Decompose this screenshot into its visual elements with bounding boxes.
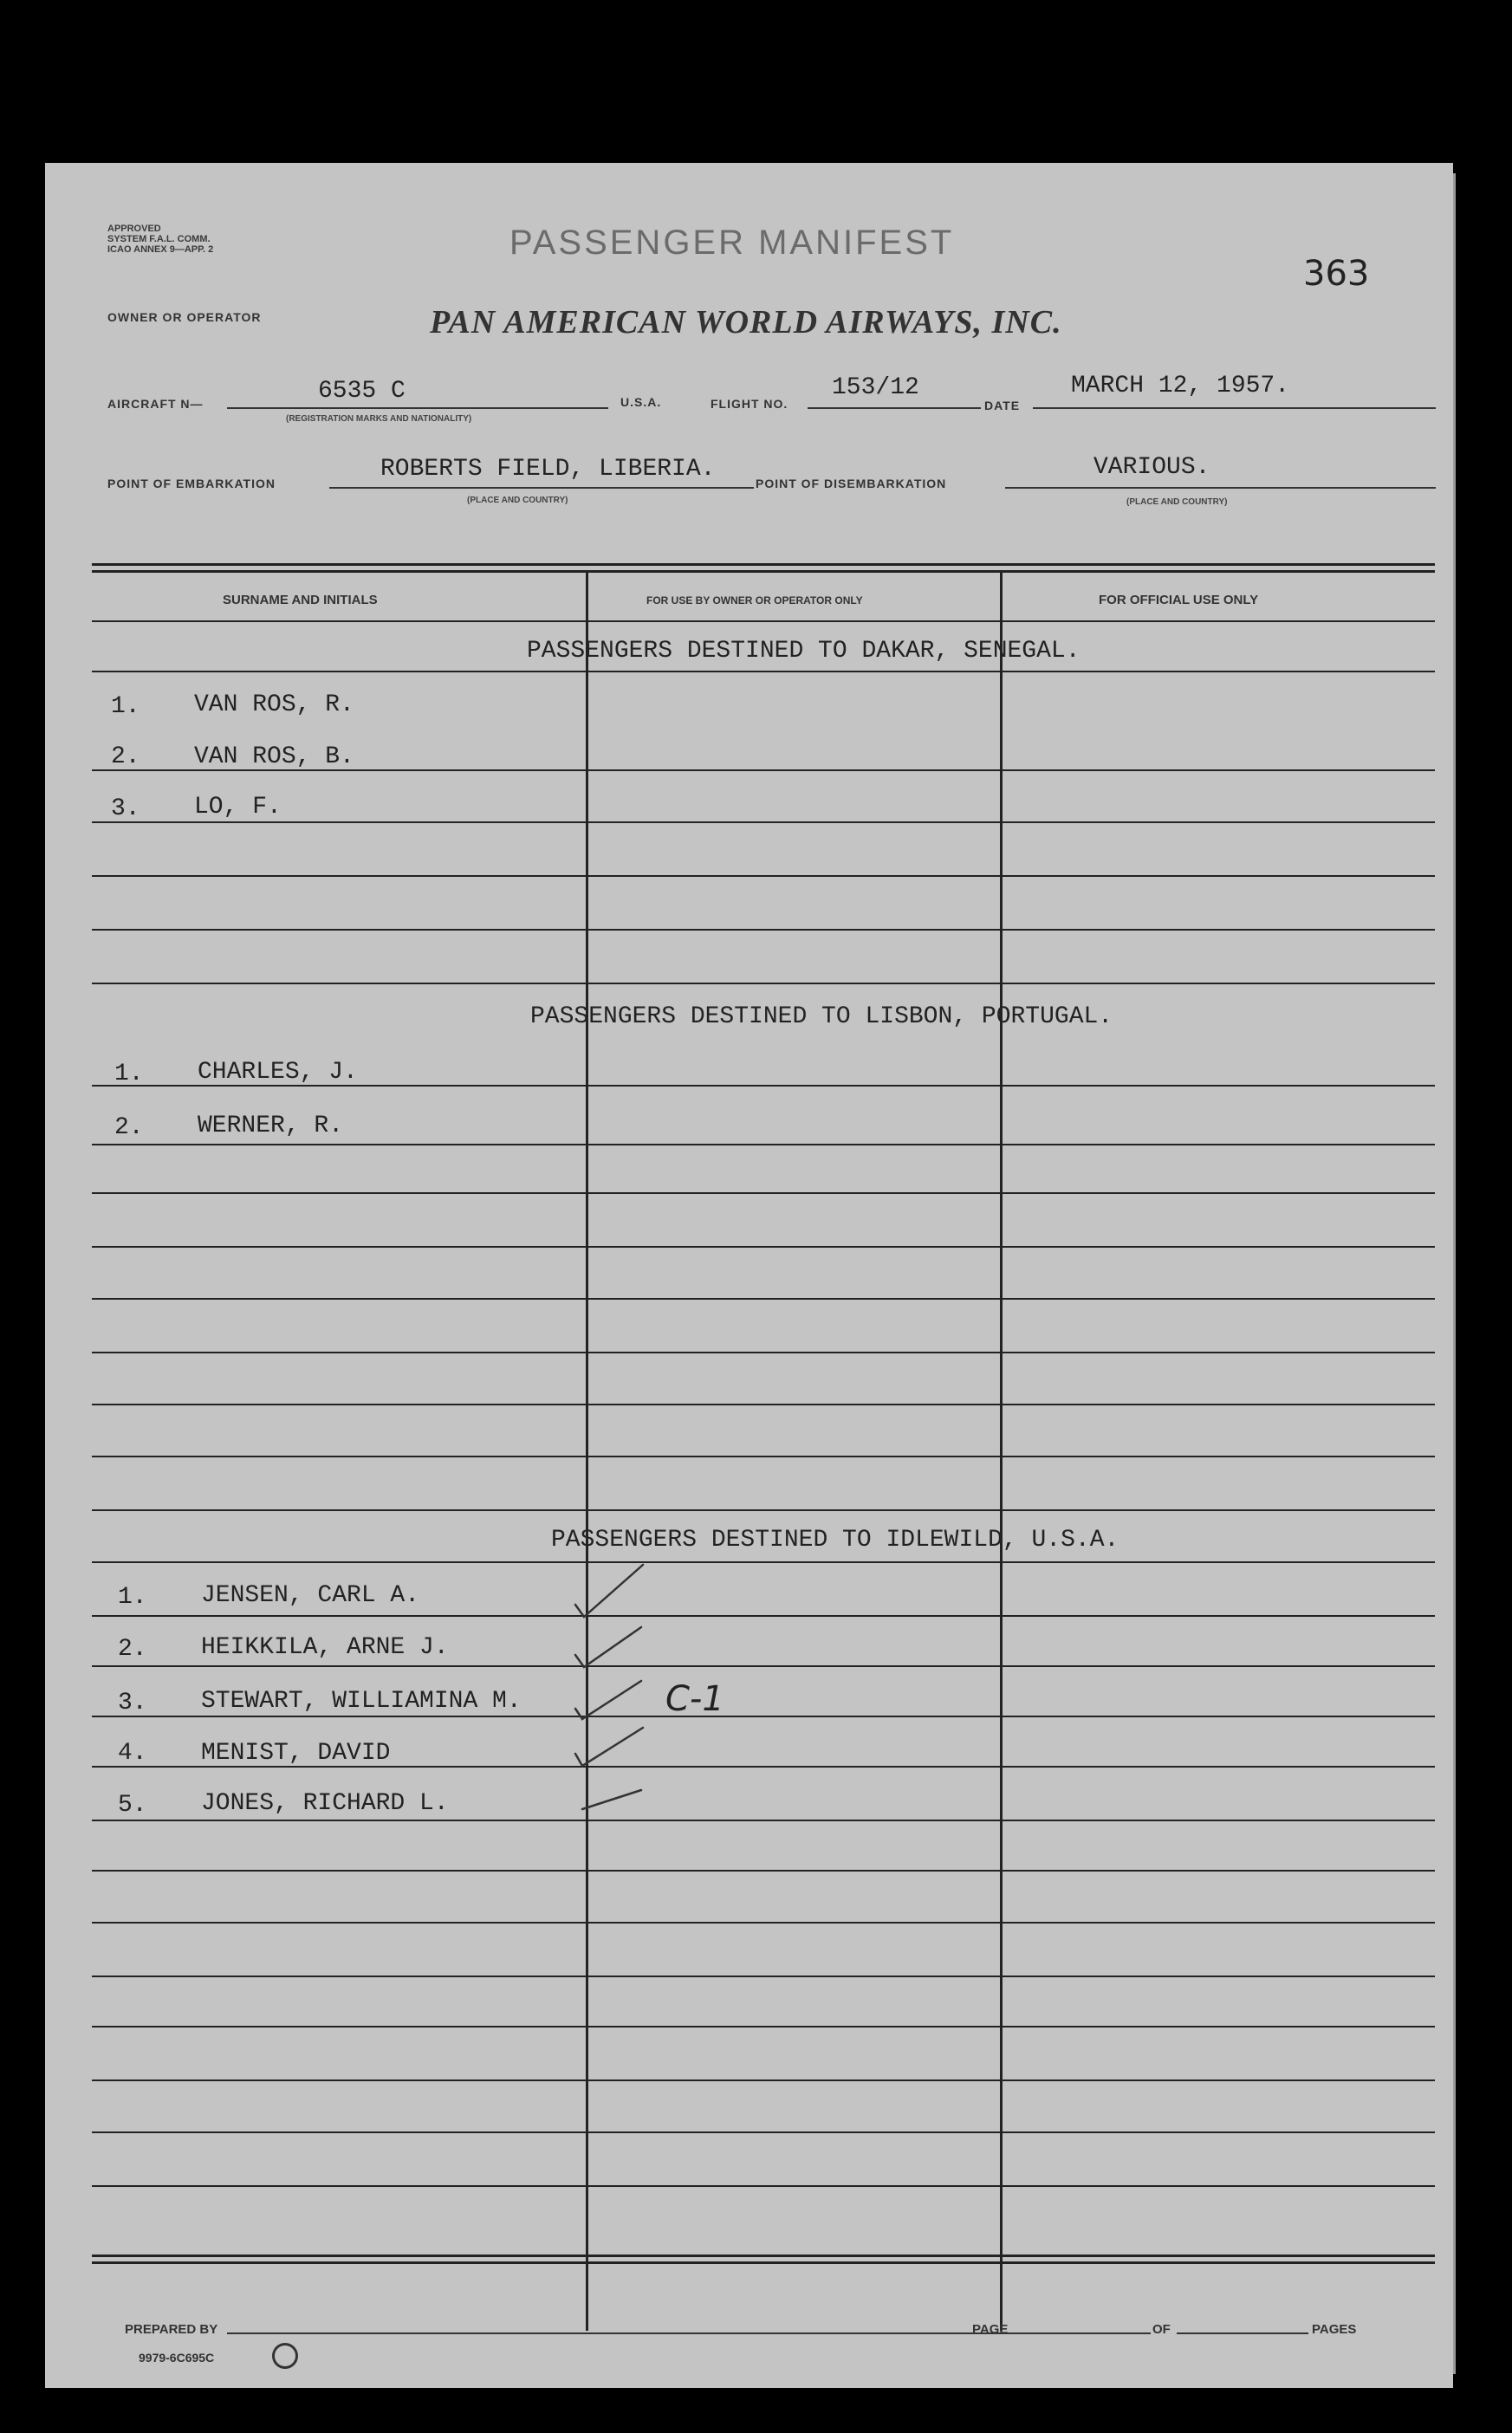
of-line (1177, 2332, 1308, 2334)
column-header-owner-use: FOR USE BY OWNER OR OPERATOR ONLY (646, 594, 863, 607)
disembarkation-caption: (PLACE AND COUNTRY) (1126, 497, 1228, 507)
embarkation-caption: (PLACE AND COUNTRY) (467, 496, 568, 505)
manifest-sheet (45, 163, 1453, 2388)
passenger-number: 5. (118, 1792, 147, 1819)
column-header-official-use: FOR OFFICIAL USE ONLY (1099, 593, 1259, 607)
passenger-name: VAN ROS, B. (194, 743, 354, 770)
handwritten-note: C-1 (665, 1679, 724, 1719)
check-mark (575, 1728, 643, 1766)
passenger-name: CHARLES, J. (198, 1059, 358, 1086)
passenger-name: STEWART, WILLIAMINA M. (201, 1688, 522, 1715)
page-number: 363 (1303, 254, 1370, 294)
passenger-number: 3. (111, 795, 140, 822)
passenger-number: 2. (114, 1114, 144, 1141)
passenger-name: WERNER, R. (198, 1113, 344, 1139)
usa-label: U.S.A. (620, 395, 662, 409)
passenger-name: JONES, RICHARD L. (201, 1790, 449, 1817)
column-header-surname: SURNAME AND INITIALS (223, 593, 378, 607)
handwritten-marks (45, 163, 1453, 2388)
embarkation-value: ROBERTS FIELD, LIBERIA. (380, 456, 716, 483)
passenger-name: VAN ROS, R. (194, 691, 354, 718)
passenger-number: 1. (118, 1584, 147, 1611)
owner-value: PAN AMERICAN WORLD AIRWAYS, INC. (430, 304, 1062, 341)
approval-line: SYSTEM F.A.L. COMM. (107, 234, 211, 244)
passenger-number: 1. (114, 1061, 144, 1087)
passenger-name: JENSEN, CARL A. (201, 1582, 420, 1609)
check-mark (575, 1627, 641, 1667)
passenger-number: 1. (111, 693, 140, 720)
disembarkation-label: POINT OF DISEMBARKATION (756, 477, 947, 490)
page-title: PASSENGER MANIFEST (509, 224, 955, 262)
union-bug-icon (272, 2343, 298, 2369)
pages-label: PAGES (1312, 2322, 1357, 2337)
aircraft-value: 6535 C (318, 378, 406, 405)
check-mark (575, 1681, 641, 1719)
section-heading-idlewild: PASSENGERS DESTINED TO IDLEWILD, U.S.A. (551, 1527, 1119, 1554)
aircraft-label: AIRCRAFT N— (107, 397, 204, 411)
owner-label: OWNER OR OPERATOR (107, 310, 262, 324)
passenger-number: 4. (118, 1740, 147, 1767)
flight-label: FLIGHT NO. (711, 397, 788, 411)
date-value: MARCH 12, 1957. (1071, 373, 1290, 399)
passenger-number: 2. (111, 743, 140, 770)
of-label: OF (1152, 2322, 1171, 2337)
passenger-number: 2. (118, 1636, 147, 1663)
prepared-by-line (227, 2332, 1014, 2334)
passenger-name: LO, F. (194, 794, 282, 821)
prepared-by-label: PREPARED BY (125, 2322, 218, 2337)
check-mark (582, 1790, 641, 1809)
form-number: 9979-6C695C (139, 2351, 215, 2365)
passenger-number: 3. (118, 1690, 147, 1716)
date-label: DATE (984, 399, 1021, 412)
passenger-name: MENIST, DAVID (201, 1740, 391, 1767)
flight-value: 153/12 (832, 374, 919, 401)
approval-line: ICAO ANNEX 9—APP. 2 (107, 244, 214, 255)
page-label: PAGE (972, 2322, 1009, 2337)
table-bottom-rule (92, 2255, 1435, 2257)
passenger-name: HEIKKILA, ARNE J. (201, 1634, 449, 1661)
disembarkation-value: VARIOUS. (1093, 454, 1210, 481)
page-line (1014, 2332, 1151, 2334)
registration-caption: (REGISTRATION MARKS AND NATIONALITY) (286, 414, 472, 424)
embarkation-label: POINT OF EMBARKATION (107, 477, 276, 490)
section-heading-lisbon: PASSENGERS DESTINED TO LISBON, PORTUGAL. (530, 1003, 1113, 1030)
table-bottom-rule (92, 2261, 1435, 2264)
section-heading-dakar: PASSENGERS DESTINED TO DAKAR, SENEGAL. (527, 638, 1080, 665)
check-mark (575, 1565, 643, 1617)
approval-line: APPROVED (107, 224, 161, 234)
